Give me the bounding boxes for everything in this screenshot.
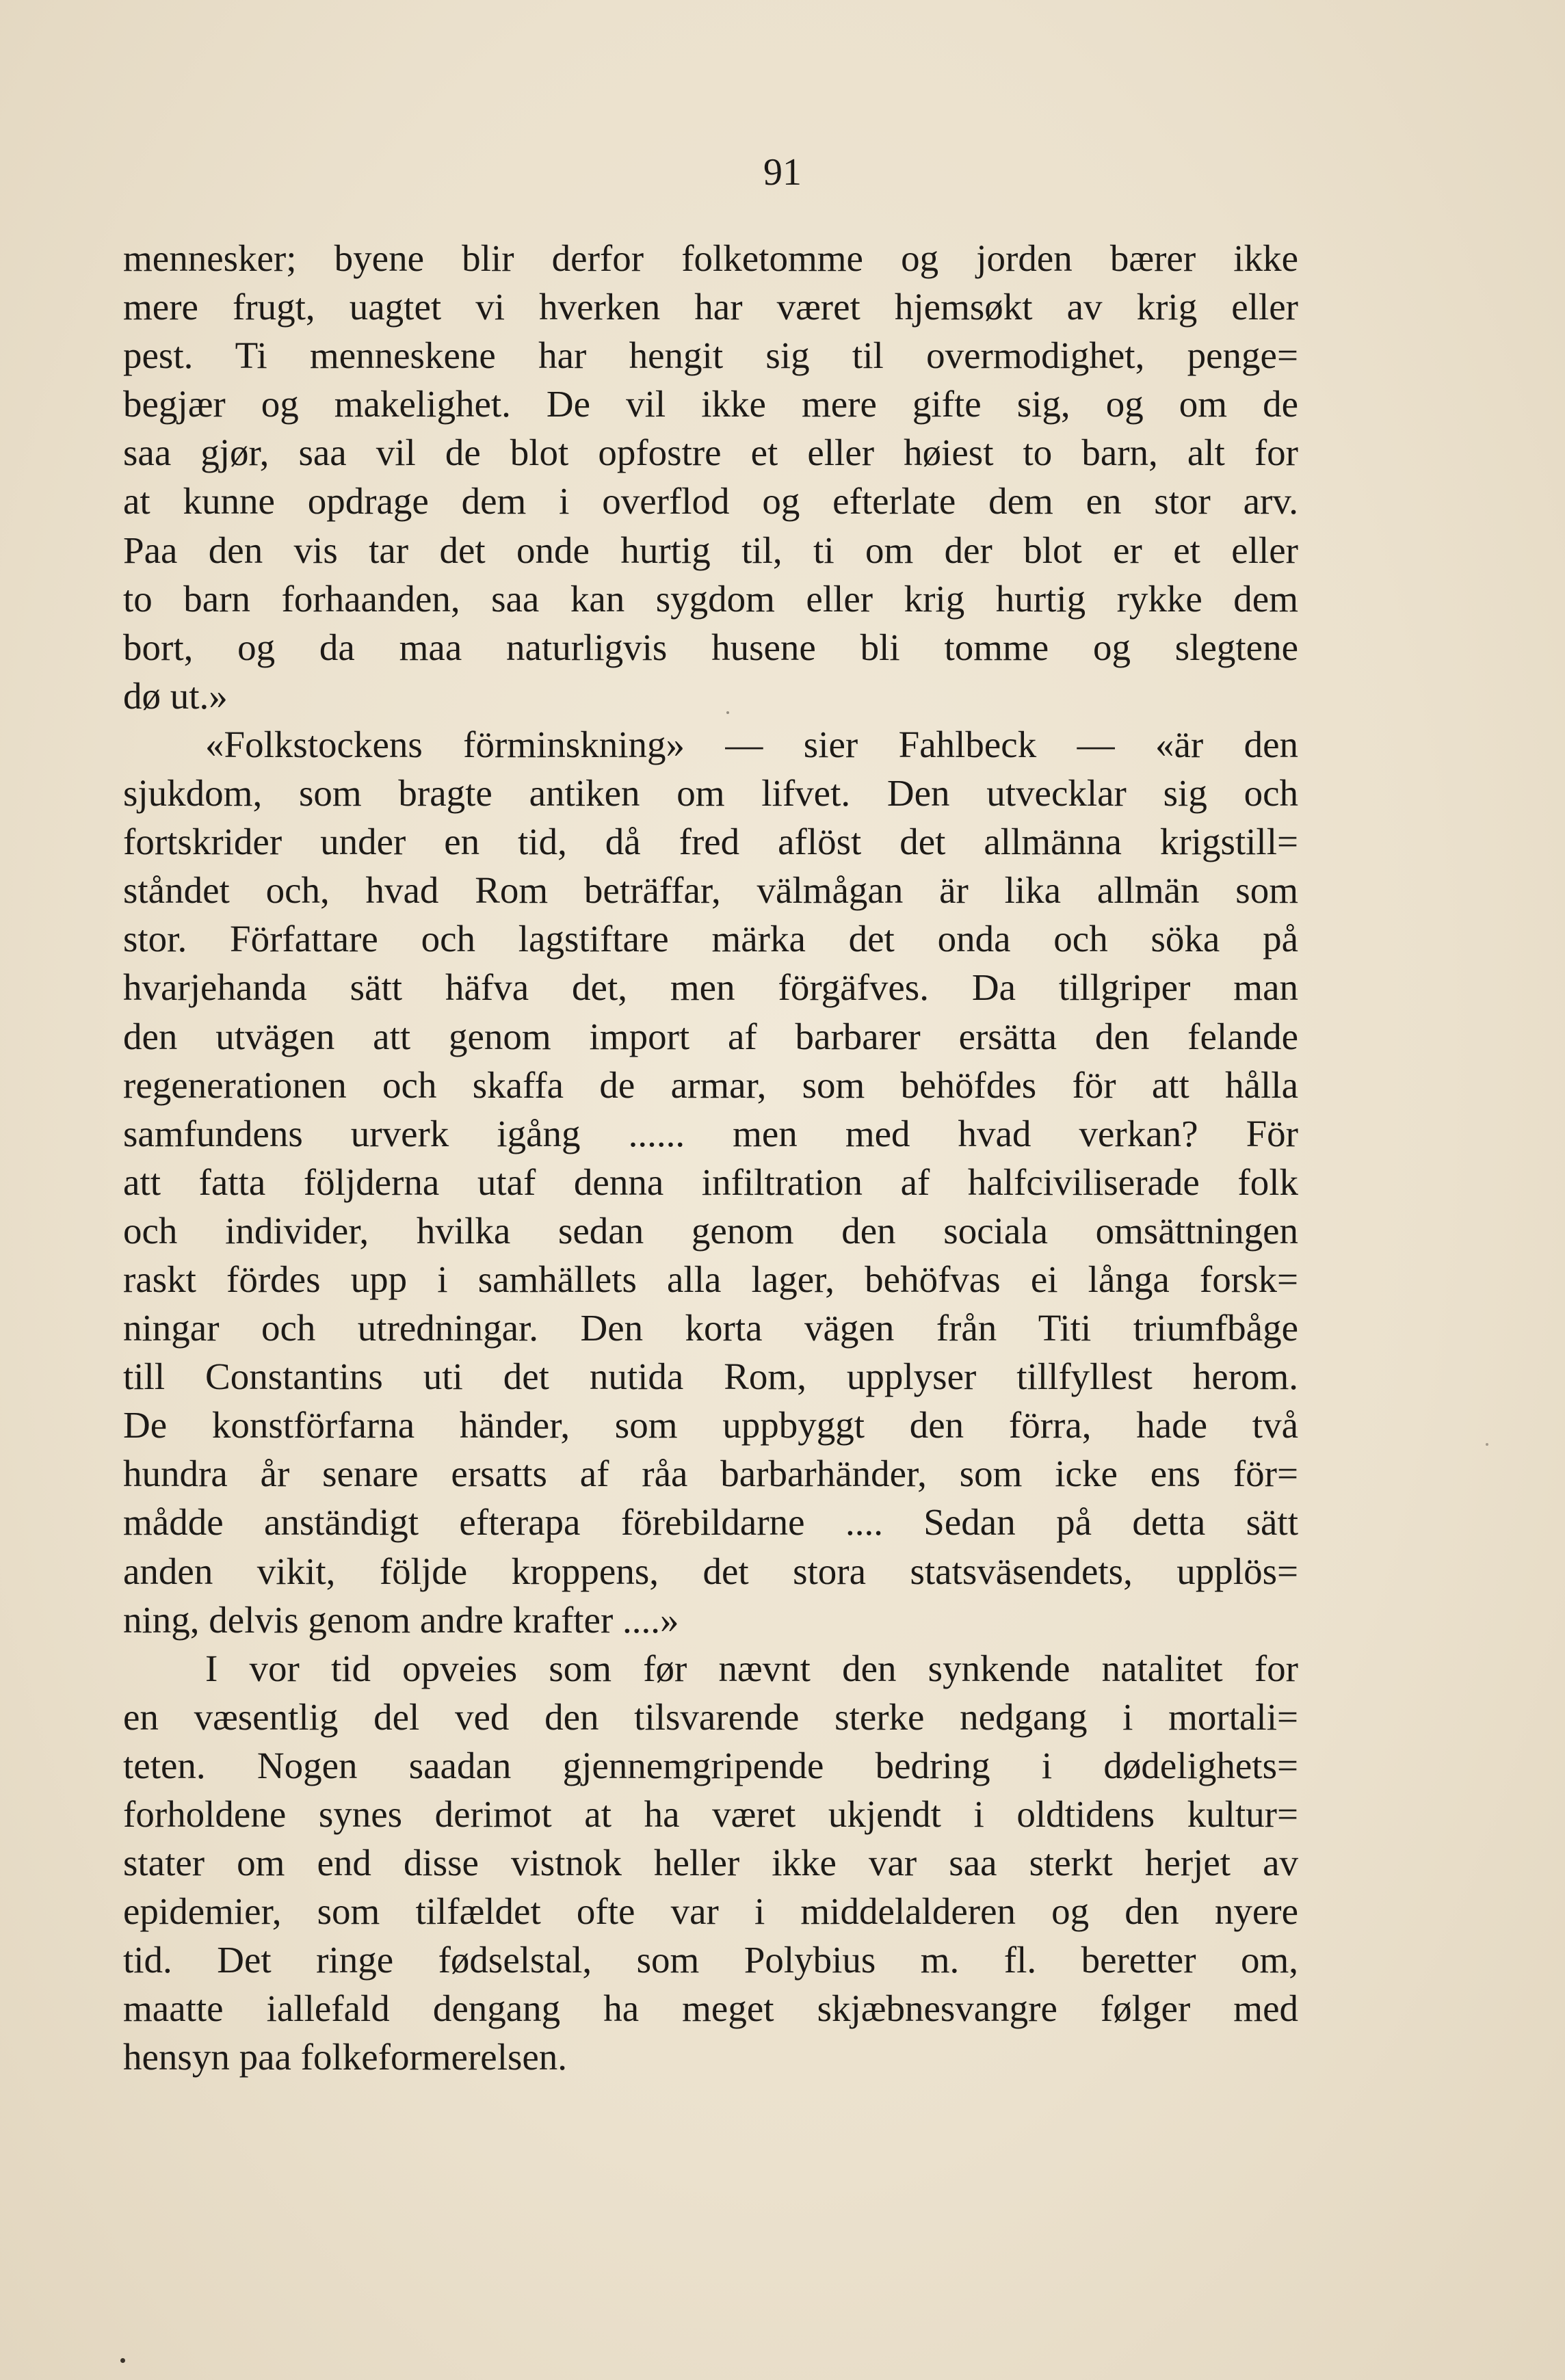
text-line: to barn forhaanden, saa kan sygdom eller krig hurtig rykke dem [123,577,1298,620]
text-line: at kunne opdrage dem i overflod og efterlate dem en stor arv. [123,480,1298,523]
text-line: och individer, hvilka sedan genom den sociala omsättningen [123,1209,1298,1252]
text-line: stor. Författare och lagstiftare märka det onda och söka på [123,918,1298,960]
text-line: tid. Det ringe fødselstal, som Polybius m. fl. beretter om, [123,1939,1298,1981]
text-line: teten. Nogen saadan gjennemgripende bedring i dødelighets= [123,1744,1298,1786]
page-number: 91 [763,151,802,194]
text-line: fortskrider under en tid, då fred aflöst det allmänna krigstill= [123,821,1298,863]
text-line: stater om end disse vistnok heller ikke var saa sterkt herjet av [123,1842,1298,1884]
paper-speck [1486,1443,1488,1446]
text-line: den utvägen att genom import af barbarer ersätta den felande [123,1015,1298,1057]
text-line: hensyn paa folkeformerelsen. [123,2036,568,2078]
paper-speck [726,711,729,714]
text-line: ningar och utredningar. Den korta vägen från Titi triumfbåge [123,1307,1298,1349]
text-line: ståndet och, hvad Rom beträffar, välmågan är lika allmän som [123,869,1298,912]
text-line: saa gjør, saa vil de blot opfostre et eller høiest to barn, alt for [123,432,1298,474]
text-line: begjær og makelighet. De vil ikke mere gifte sig, og om de [123,383,1298,425]
text-line: maatte iallefald dengang ha meget skjæbnesvangre følger med [123,1987,1298,2030]
text-line: De konstförfarna händer, som uppbyggt den förra, hade två [123,1404,1298,1446]
text-line: raskt fördes upp i samhällets alla lager, behöfvas ei långa forsk= [123,1258,1298,1300]
body-text [123,234,1298,2082]
text-line: till Constantins uti det nutida Rom, upplyser tillfyllest herom. [123,1356,1298,1398]
text-line: forholdene synes derimot at ha været ukjendt i oldtidens kultur= [123,1793,1298,1835]
text-line: epidemier, som tilfældet ofte var i middelalderen og den nyere [123,1890,1298,1933]
text-line: Paa den vis tar det onde hurtig til, ti om der blot er et eller [123,529,1298,571]
text-line: dø ut.» [123,674,228,717]
text-line: regenerationen och skaffa de armar, som behöfdes för att hålla [123,1063,1298,1106]
text-line: samfundens urverk igång ...... men med hvad verkan? För [123,1112,1298,1154]
text-line: mere frugt, uagtet vi hverken har været hjemsøkt av krig eller [123,286,1298,328]
text-line: pest. Ti menneskene har hengit sig til overmodighet, penge= [123,334,1298,377]
text-line: bort, og da maa naturligvis husene bli tomme og slegtene [123,626,1298,668]
paragraph-start-line: «Folkstockens förminskning» — sier Fahlbeck — «är den [205,723,1298,765]
text-line: anden vikit, följde kroppens, det stora statsväsendets, upplös= [123,1550,1298,1592]
text-line: hundra år senare ersatts af råa barbarhänder, som icke ens för= [123,1453,1298,1495]
paper-speck [120,2358,125,2363]
text-line: en væsentlig del ved den tilsvarende sterke nedgang i mortali= [123,1695,1298,1738]
text-line: att fatta följderna utaf denna infiltration af halfciviliserade folk [123,1161,1298,1203]
paragraph-start-line: I vor tid opveies som før nævnt den synkende natalitet for [205,1647,1298,1689]
text-line: mådde anständigt efterapa förebildarne .... Sedan på detta sätt [123,1501,1298,1544]
text-line: ning, delvis genom andre krafter ....» [123,1598,679,1641]
text-line: mennesker; byene blir derfor folketomme og jorden bærer ikke [123,237,1298,279]
text-line: hvarjehanda sätt häfva det, men förgäfves. Da tillgriper man [123,966,1298,1009]
text-line: sjukdom, som bragte antiken om lifvet. Den utvecklar sig och [123,772,1298,815]
